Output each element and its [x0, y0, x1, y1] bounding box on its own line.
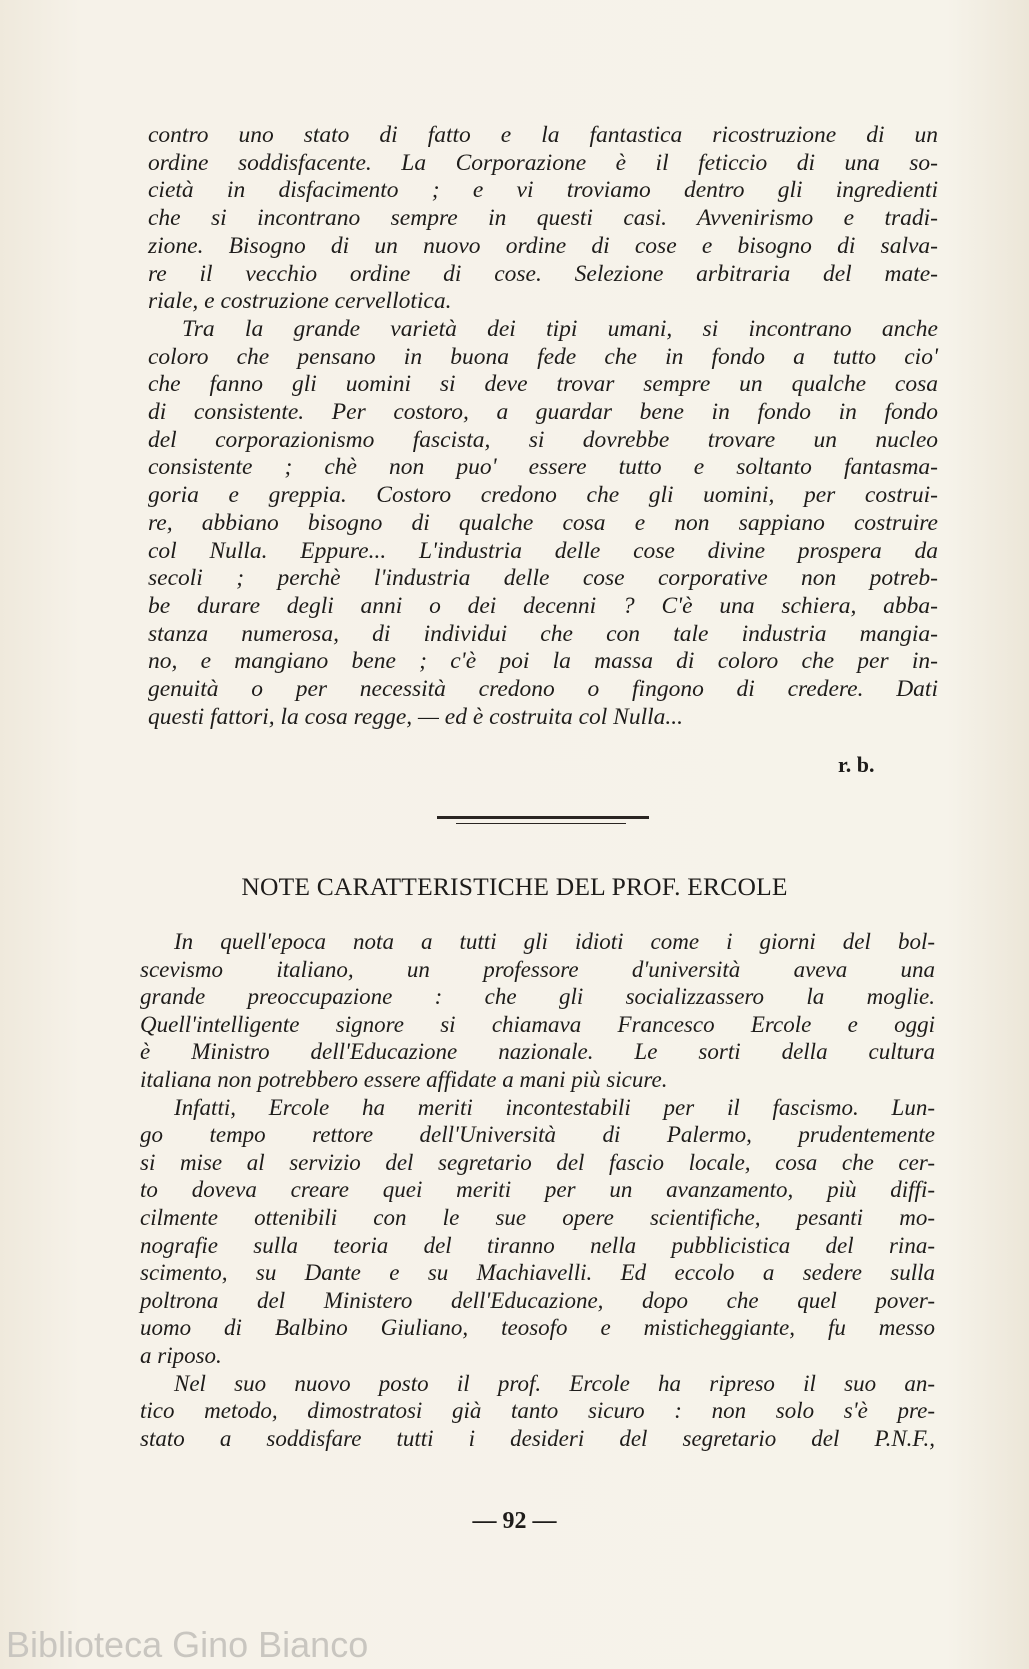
- text-line: italiana non potrebbero essere affidate a mani più sicure.: [140, 1066, 668, 1092]
- text-line: Infatti, Ercole ha meriti incontestabili per il fascismo. Lun-: [174, 1094, 935, 1120]
- text-line: re il vecchio ordine di cose. Selezione arbitraria del mate-: [148, 260, 938, 287]
- text-line: coloro che pensano in buona fede che in fondo a tutto cio': [148, 343, 938, 370]
- text-line: col Nulla. Eppure... L'industria delle cose divine prospera da: [148, 537, 938, 564]
- text-line: go tempo rettore dell'Università di Palermo, prudentemente: [140, 1122, 935, 1148]
- text-line: stato a soddisfare tutti i desideri del segretario del P.N.F.,: [140, 1425, 935, 1451]
- text-line: to doveva creare quei meriti per un avanzamento, più diffi-: [140, 1177, 935, 1203]
- text-line: questi fattori, la cosa regge, — ed è costruita col Nulla...: [148, 703, 684, 730]
- text-line: secoli ; perchè l'industria delle cose corporative non potreb-: [148, 565, 938, 592]
- text-line: ordine soddisfacente. La Corporazione è il feticcio di una so-: [148, 149, 938, 176]
- text-line: cilmente ottenibili con le sue opere scientifiche, pesanti mo-: [140, 1204, 935, 1230]
- text-line: di consistente. Per costoro, a guardar bene in fondo in fondo: [148, 399, 938, 426]
- text-line: stanza numerosa, di individui che con tale industria mangia-: [148, 620, 938, 647]
- text-line: contro uno stato di fatto e la fantastica ricostruzione di un: [148, 122, 938, 148]
- text-line: del corporazionismo fascista, si dovrebbe trovare un nucleo: [148, 426, 938, 453]
- text-line: riale, e costruzione cervellotica.: [148, 288, 452, 315]
- text-line: re, abbiano bisogno di qualche cosa e non sappiano costruire: [148, 509, 938, 536]
- text-line: genuità o per necessità credono o fingono di credere. Dati: [148, 676, 938, 703]
- section-divider-thin: [456, 823, 626, 824]
- text-line: In quell'epoca nota a tutti gli idioti come i giorni del bol-: [174, 929, 935, 954]
- text-line: no, e mangiano bene ; c'è poi la massa di coloro che per in-: [148, 648, 938, 675]
- text-line: zione. Bisogno di un nuovo ordine di cose e bisogno di salva-: [148, 232, 938, 259]
- page-number: — 92 —: [472, 1508, 557, 1534]
- article-end-text: [148, 122, 938, 731]
- section-body: [140, 928, 935, 1452]
- text-line: Nel suo nuovo posto il prof. Ercole ha ripreso il suo an-: [174, 1370, 935, 1396]
- text-line: be durare degli anni o dei decenni ? C'è una schiera, abba-: [148, 592, 938, 619]
- text-line: Tra la grande varietà dei tipi umani, si incontrano anche: [182, 315, 938, 342]
- library-watermark: Biblioteca Gino Bianco: [6, 1624, 369, 1665]
- text-line: scimento, su Dante e su Machiavelli. Ed eccolo a sedere sulla: [140, 1260, 935, 1286]
- text-line: Quell'intelligente signore si chiamava Francesco Ercole e oggi: [140, 1011, 935, 1037]
- text-line: scevismo italiano, un professore d'università aveva una: [140, 956, 935, 982]
- section-divider: [437, 816, 649, 819]
- text-line: si mise al servizio del segretario del fascio locale, cosa che cer-: [140, 1149, 935, 1175]
- text-line: uomo di Balbino Giuliano, teosofo e misticheggiante, fu messo: [140, 1315, 935, 1341]
- author-signature: r. b.: [838, 752, 875, 777]
- text-line: poltrona del Ministero dell'Educazione, dopo che quel pover-: [140, 1287, 935, 1313]
- text-line: goria e greppia. Costoro credono che gli uomini, per costrui-: [148, 482, 938, 509]
- text-line: che si incontrano sempre in questi casi. Avvenirismo e tradi-: [148, 205, 938, 232]
- text-line: tico metodo, dimostratosi già tanto sicuro : non solo s'è pre-: [140, 1398, 935, 1424]
- text-line: nografie sulla teoria del tiranno nella pubblicistica del rina-: [140, 1232, 935, 1258]
- text-line: cietà in disfacimento ; e vi troviamo dentro gli ingredienti: [148, 177, 938, 204]
- text-line: che fanno gli uomini si deve trovar sempre un qualche cosa: [148, 371, 938, 398]
- text-line: grande preoccupazione : che gli socializzassero la moglie.: [140, 984, 935, 1010]
- text-line: a riposo.: [140, 1342, 222, 1368]
- text-line: è Ministro dell'Educazione nazionale. Le sorti della cultura: [140, 1039, 935, 1065]
- section-heading: NOTE CARATTERISTICHE DEL PROF. ERCOLE: [241, 872, 788, 901]
- text-line: consistente ; chè non puo' essere tutto e soltanto fantasma-: [148, 454, 938, 481]
